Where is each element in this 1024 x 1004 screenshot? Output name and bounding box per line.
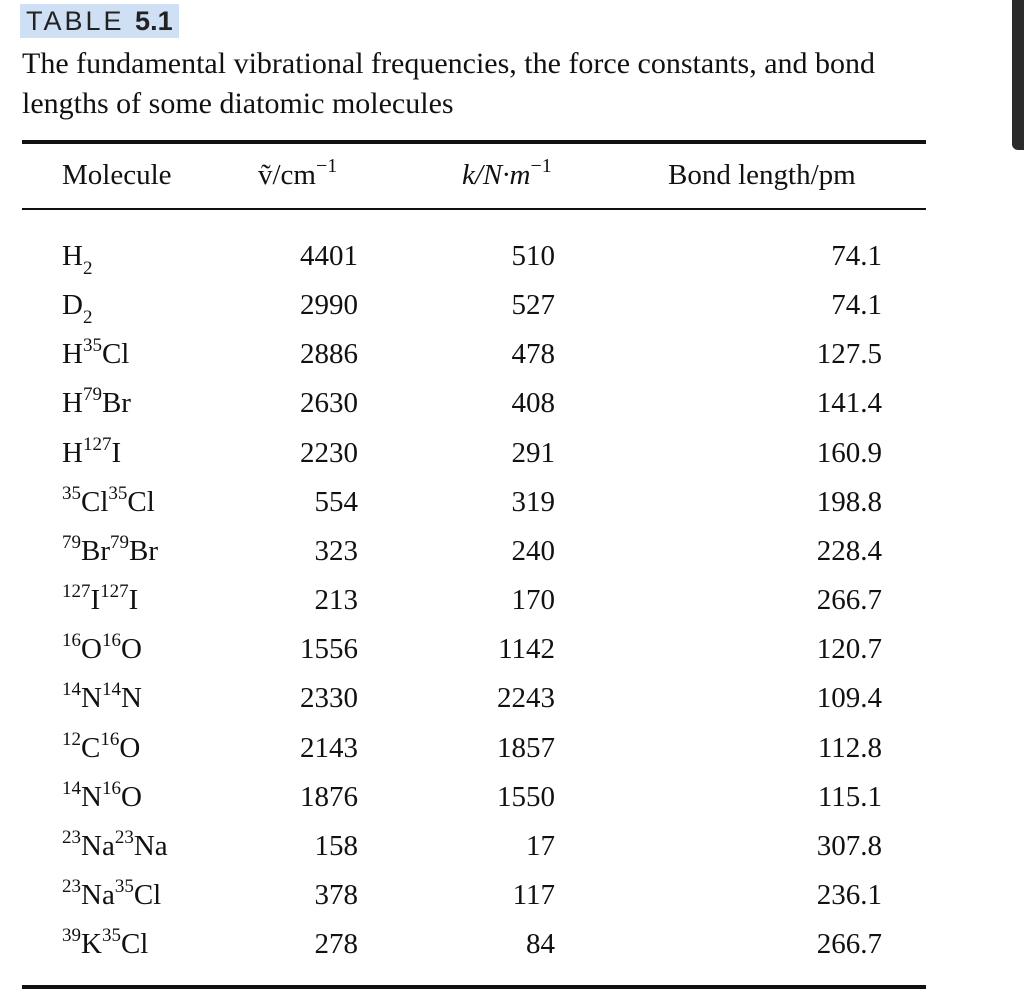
- bond-length-cell: 307.8: [816, 829, 882, 862]
- wavenumber-cell: 378: [314, 878, 358, 911]
- molecule-part: 79: [82, 384, 102, 406]
- molecule-part: H: [62, 387, 83, 420]
- molecule-part: Na: [81, 878, 115, 911]
- molecule-part: 16: [101, 777, 121, 799]
- bond-length-cell: 228.4: [816, 534, 882, 567]
- header-wavenumber: [258, 150, 337, 200]
- molecule-part: O: [81, 633, 102, 666]
- table-row: [0, 871, 1024, 919]
- molecule-part: H: [62, 240, 83, 272]
- molecule-part: Na: [81, 829, 115, 862]
- table-row: [0, 773, 1024, 821]
- force-constant-cell: 17: [526, 829, 555, 862]
- molecule-cell: [62, 429, 121, 477]
- molecule-part: O: [120, 633, 142, 666]
- molecule-part: Cl: [133, 878, 162, 911]
- bond-length-cell: 198.8: [816, 485, 882, 518]
- molecule-part: N: [120, 682, 142, 715]
- force-constant-cell: 527: [511, 289, 555, 322]
- molecule-part: 16: [100, 728, 120, 750]
- table-label-number: 5.1: [135, 6, 173, 36]
- header-force-constant: [462, 150, 552, 200]
- table-row: [0, 478, 1024, 526]
- molecule-part: 39: [62, 925, 81, 947]
- molecule-cell: [62, 871, 161, 919]
- table-row: [0, 576, 1024, 624]
- table-row: [0, 527, 1024, 575]
- bond-length-cell: 74.1: [831, 240, 882, 272]
- molecule-cell: [62, 576, 138, 624]
- molecule-part: I: [90, 584, 101, 617]
- molecule-part: 16: [101, 630, 121, 652]
- table-row: [0, 674, 1024, 722]
- bond-length-cell: 120.7: [816, 633, 882, 666]
- table-label: [20, 4, 179, 38]
- force-constant-cell: 170: [511, 584, 555, 617]
- molecule-cell: [62, 330, 129, 378]
- molecule-part: N: [81, 780, 102, 813]
- top-rule: [22, 140, 926, 144]
- molecule-part: N: [81, 682, 102, 715]
- wavenumber-cell: 278: [314, 928, 358, 961]
- wavenumber-cell: 2143: [300, 731, 358, 764]
- bond-length-cell: 266.7: [816, 928, 882, 961]
- force-constant-cell: 291: [511, 436, 555, 469]
- force-constant-cell: 117: [512, 878, 555, 911]
- molecule-part: Cl: [101, 338, 130, 371]
- table-row: [0, 330, 1024, 378]
- molecule-part: 35: [108, 482, 128, 504]
- molecule-part: 14: [62, 777, 81, 799]
- molecule-cell: [62, 478, 155, 526]
- molecule-part: 35: [62, 482, 81, 504]
- molecule-part: Cl: [81, 485, 109, 518]
- molecule-part: 14: [62, 679, 81, 701]
- header-molecule: Molecule: [62, 159, 172, 191]
- header-wavenumber-exp: −1: [316, 155, 338, 177]
- molecule-part: 127: [100, 581, 129, 603]
- molecule-part: I: [128, 584, 139, 617]
- wavenumber-cell: 323: [314, 534, 358, 567]
- wavenumber-cell: 2330: [300, 682, 358, 715]
- molecule-part: 2: [82, 307, 93, 329]
- molecule-cell: [62, 822, 168, 870]
- header-force-constant-exp: −1: [530, 155, 552, 177]
- bond-length-cell: 141.4: [816, 387, 882, 420]
- molecule-cell: [62, 625, 142, 673]
- force-constant-cell: 478: [511, 338, 555, 371]
- force-constant-cell: 408: [511, 387, 555, 420]
- molecule-cell: [62, 232, 92, 280]
- molecule-part: K: [81, 928, 102, 961]
- molecule-cell: [62, 281, 92, 329]
- molecule-part: 23: [114, 826, 134, 848]
- header-bond-length: Bond length/pm: [668, 159, 856, 191]
- bond-length-cell: 74.1: [831, 289, 882, 322]
- wavenumber-cell: 2990: [300, 289, 358, 322]
- bond-length-cell: 127.5: [816, 338, 882, 371]
- molecule-part: 79: [110, 531, 129, 553]
- force-constant-cell: 319: [511, 485, 555, 518]
- molecule-part: Br: [129, 534, 158, 567]
- table-row: [0, 232, 1024, 280]
- molecule-part: 2: [82, 258, 93, 279]
- molecule-cell: [62, 527, 158, 575]
- table-row: [0, 429, 1024, 477]
- force-constant-cell: 84: [526, 928, 555, 961]
- bond-length-cell: 160.9: [816, 436, 882, 469]
- molecule-part: 127: [62, 581, 91, 603]
- molecule-part: 12: [62, 728, 81, 750]
- table-row: [0, 724, 1024, 772]
- table-row: [0, 625, 1024, 673]
- table-row: [0, 379, 1024, 427]
- table-row: [0, 281, 1024, 329]
- molecule-part: 35: [82, 335, 102, 357]
- molecule-part: O: [119, 731, 141, 764]
- molecule-part: H: [62, 436, 83, 469]
- molecule-cell: [62, 724, 140, 772]
- molecule-part: Na: [133, 829, 168, 862]
- force-constant-cell: 2243: [497, 682, 555, 715]
- molecule-part: 35: [101, 925, 121, 947]
- molecule-part: Cl: [127, 485, 155, 518]
- molecule-part: H: [62, 338, 83, 371]
- molecule-part: 23: [62, 826, 81, 848]
- wavenumber-cell: 554: [314, 485, 358, 518]
- force-constant-cell: 240: [511, 534, 555, 567]
- wavenumber-cell: 158: [314, 829, 358, 862]
- molecule-part: Cl: [120, 928, 149, 961]
- wavenumber-cell: 1876: [300, 780, 358, 813]
- molecule-cell: [62, 920, 148, 968]
- bottom-rule: [22, 985, 926, 989]
- molecule-part: 14: [101, 679, 121, 701]
- molecule-part: 35: [114, 875, 134, 897]
- molecule-part: 127: [82, 433, 112, 455]
- molecule-cell: [62, 773, 142, 821]
- header-wavenumber-symbol: ṽ/cm: [258, 159, 316, 191]
- wavenumber-cell: 2886: [300, 338, 358, 371]
- force-constant-cell: 510: [511, 240, 555, 272]
- molecule-part: 16: [62, 630, 81, 652]
- bond-length-cell: 115.1: [817, 780, 882, 813]
- molecule-part: D: [62, 289, 83, 322]
- table-row: [0, 920, 1024, 968]
- molecule-part: Br: [81, 534, 110, 567]
- table-row: [0, 822, 1024, 870]
- bond-length-cell: 266.7: [816, 584, 882, 617]
- header-force-constant-symbol: k/N·m: [462, 159, 531, 191]
- wavenumber-cell: 2230: [300, 436, 358, 469]
- force-constant-cell: 1857: [497, 731, 555, 764]
- force-constant-cell: 1550: [497, 780, 555, 813]
- bond-length-cell: 109.4: [816, 682, 882, 715]
- wavenumber-cell: 2630: [300, 387, 358, 420]
- molecule-part: C: [81, 731, 101, 764]
- molecule-cell: [62, 674, 142, 722]
- wavenumber-cell: 4401: [300, 240, 358, 272]
- table-label-word: TABLE: [26, 6, 125, 36]
- bond-length-cell: 236.1: [816, 878, 882, 911]
- molecule-part: Br: [101, 387, 131, 420]
- molecule-part: O: [120, 780, 142, 813]
- wavenumber-cell: 1556: [300, 633, 358, 666]
- bond-length-cell: 112.8: [817, 731, 882, 764]
- molecule-part: 79: [62, 531, 81, 553]
- molecule-cell: [62, 379, 131, 427]
- wavenumber-cell: 213: [314, 584, 358, 617]
- table-caption: The fundamental vibrational frequencies, the force constants, and bond lengths of some diatomic molecules: [22, 47, 876, 120]
- molecule-part: I: [111, 436, 122, 469]
- force-constant-cell: 1142: [498, 633, 555, 666]
- molecule-part: 23: [62, 875, 81, 897]
- header-rule: [22, 208, 926, 210]
- scrollbar[interactable]: [1012, 0, 1024, 150]
